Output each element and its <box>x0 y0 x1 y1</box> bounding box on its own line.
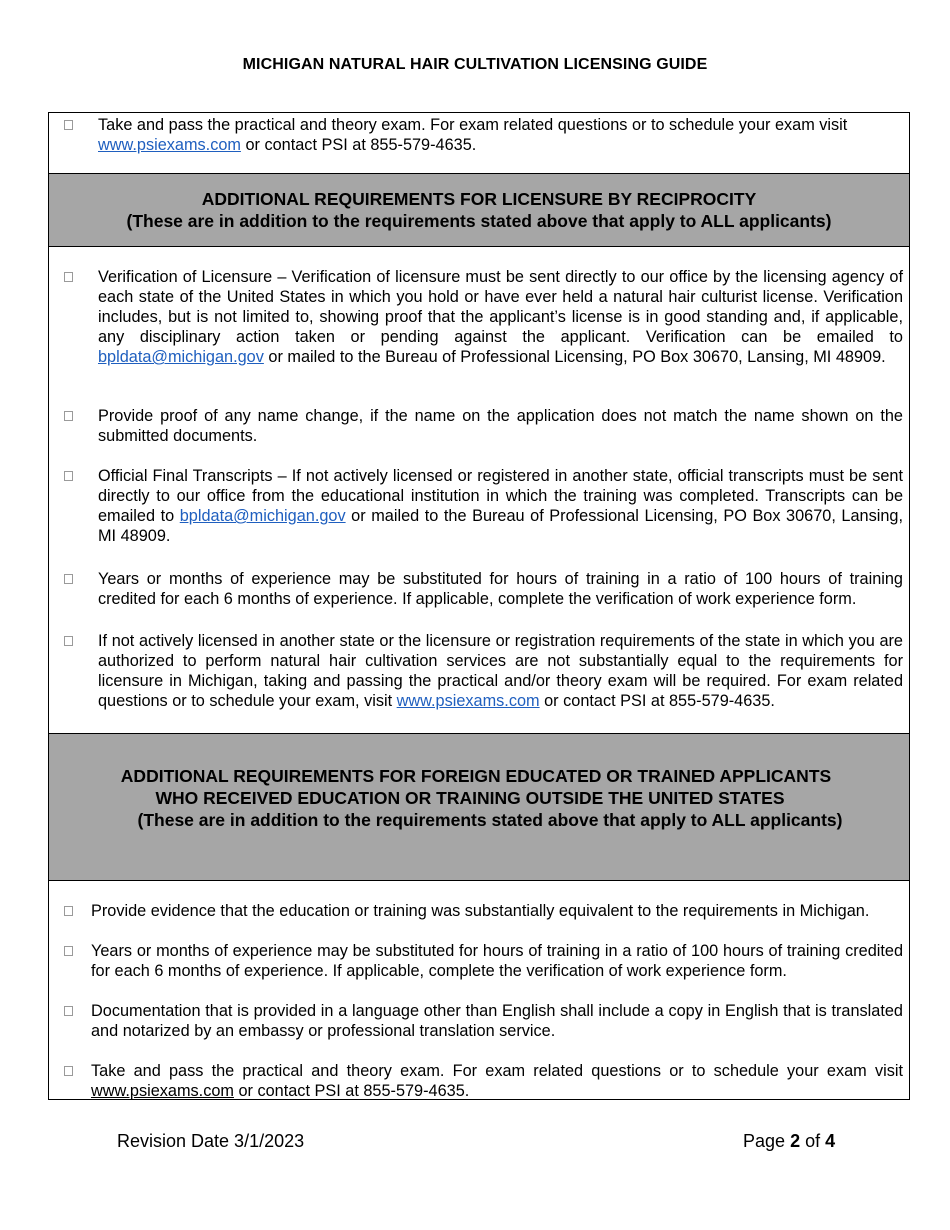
checkbox[interactable] <box>64 574 73 584</box>
page-title: MICHIGAN NATURAL HAIR CULTIVATION LICENSING GUIDE <box>242 56 708 73</box>
checkbox[interactable] <box>64 411 73 421</box>
checkbox[interactable] <box>64 946 73 956</box>
email-link[interactable]: bpldata@michigan.gov <box>98 348 264 366</box>
foreign-section-heading: ADDITIONAL REQUIREMENTS FOR FOREIGN EDUCATED OR TRAINED APPLICANTS WHO RECEIVED EDUCATION OR TRAINING OUTSIDE THE UNITED STATES (These are in addition to the requirements stated above that apply to ALL applicants) <box>49 733 909 881</box>
psi-exams-link[interactable]: www.psiexams.com <box>91 1082 234 1100</box>
requirements-table: Take and pass the practical and theory exam. For exam related questions or to schedule your exam visit www.psiexams.com or contact PSI at 855-579-4635. ADDITIONAL REQUIREMENTS FOR LICENSURE BY RECIPROCITY (These are in addition to the requirements stated above that apply to ALL applicants) Verification of Licensure – Verification of licensure must be sent directly to our office by the licensing agency of each state of the United States in which you hold or have ever held a natural hair culturist license. Verification includes, but is not limited to, showing proof that the applicant’s license is in good standing and, if applicable, any disciplinary action taken or pending against the applicant. Verification can be emailed to bpldata@michigan.gov or mailed to the Bureau of Professional Licensing, PO Box 30670, Lansing, MI 48909. Provide proof of any name change, if the name on the application does not match the name shown on the submitted documents. Official Final Transcripts – If not actively licensed or registered in another state, official transcripts must be sent directly to our office from the educational institution in which the training was completed. Transcripts can be emailed to bpldata@michigan.gov or mailed to the Bureau of Professional Licensing, PO Box 30670, Lansing, MI 48909. Years or months of experience may be substituted for hours of training in a ratio of 100 hours of training credited for each 6 months of experience. If applicable, complete the verification of work experience form. If not actively licensed in another state or the licensure or registration requirements of the state in which you are authorized to perform natural hair cultivation services are not substantially equal to the requirements for licensure in Michigan, taking and passing the practical and/or theory exam will be required. For exam related questions or to schedule your exam, visit www.psiexams.com or contact PSI at 855-579-4635. ADDITIONAL REQUIREMENTS FOR FOREIGN EDUCATED OR TRAINED APPLICANTS WHO RECEIVED EDUCATION OR TRAINING OUTSIDE THE UNITED STATES (These are in addition to the requirements stated above that apply to ALL applicants) Provide evidence that the education or training was substantially equivalent to the requirements in Michigan. Years or months of experience may be substituted for hours of training in a ratio of 100 hours of training credited for each 6 months of experience. If applicable, complete the verification of work experience form. Documentation that is provided in a language other than English shall include a copy in English that is translated and notarized by an embassy or professional translation service. Take and pass the practical and theory exam. For exam related questions or to schedule your exam visit www.psiexams.com or contact PSI at 855-579-4635. <box>48 112 910 1100</box>
psi-exams-link[interactable]: www.psiexams.com <box>396 692 540 710</box>
revision-date: Revision Date 3/1/2023 <box>117 1131 305 1151</box>
checkbox[interactable] <box>64 1066 73 1076</box>
email-link[interactable]: bpldata@michigan.gov <box>179 507 346 525</box>
checkbox[interactable] <box>64 906 73 916</box>
checkbox[interactable] <box>64 272 73 282</box>
checkbox[interactable] <box>64 636 73 646</box>
checkbox[interactable] <box>64 120 73 130</box>
checkbox[interactable] <box>64 471 73 481</box>
reciprocity-section-heading: ADDITIONAL REQUIREMENTS FOR LICENSURE BY RECIPROCITY (These are in addition to the requirements stated above that apply to ALL applicants) <box>49 173 909 247</box>
page-number: Page 2 of 4 <box>743 1131 836 1151</box>
psi-exams-link[interactable]: www.psiexams.com <box>98 136 241 154</box>
checkbox[interactable] <box>64 1006 73 1016</box>
